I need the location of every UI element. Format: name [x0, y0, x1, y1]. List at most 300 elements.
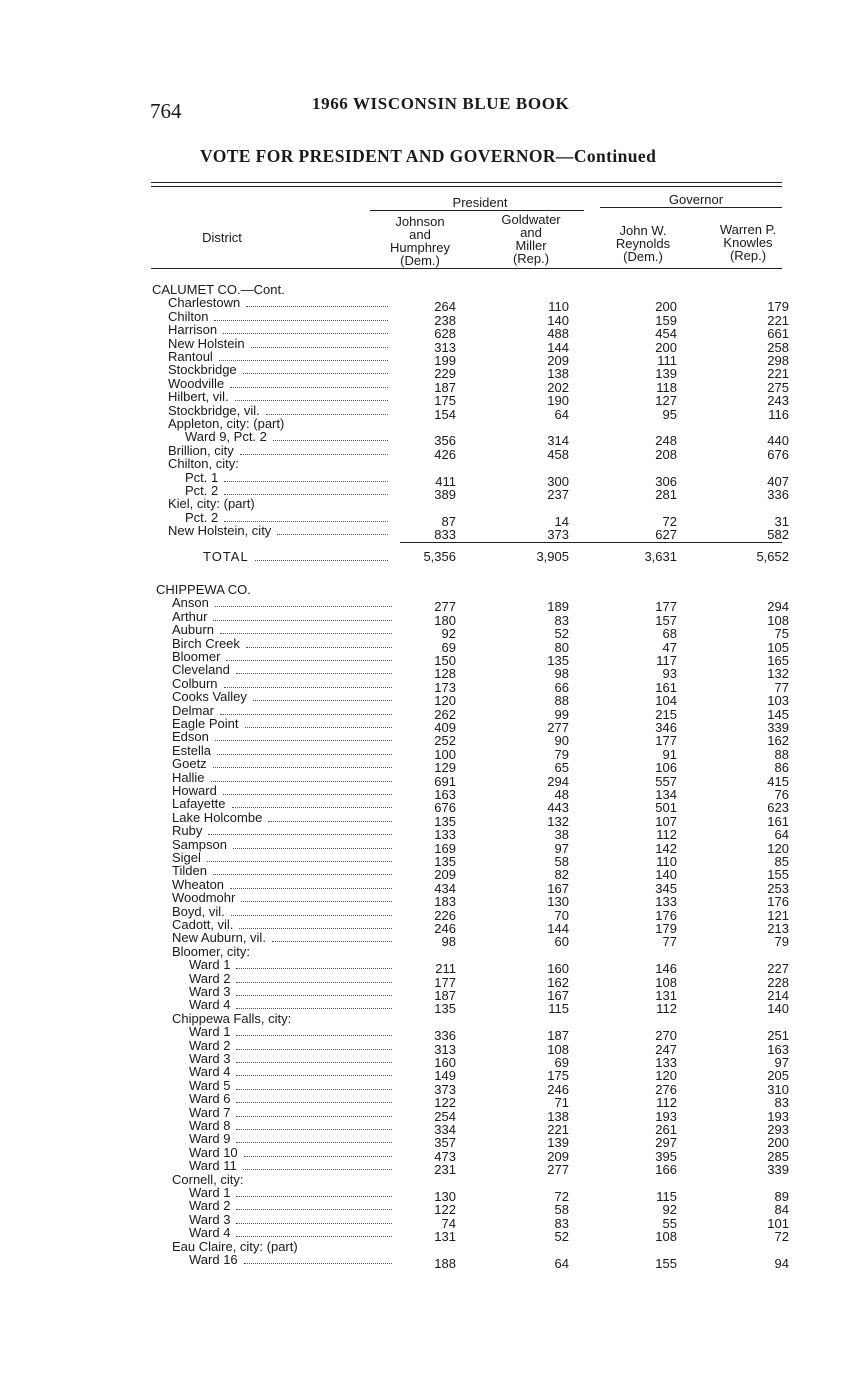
dot-leader [236, 985, 392, 996]
district-name: Hilbert, vil. [168, 389, 229, 405]
district-name: Kiel, city: (part) [168, 496, 255, 512]
goldwater-column-header: Goldwater and Miller (Rep.) [501, 212, 561, 266]
table-row [0, 863, 859, 883]
johnson-votes: 357 [434, 1135, 456, 1151]
reynolds-votes: 117 [656, 653, 677, 668]
johnson-votes: 177 [434, 974, 456, 990]
table-row [0, 1252, 859, 1271]
dot-leader [220, 704, 392, 715]
knowles-votes: 86 [774, 760, 789, 776]
johnson-votes: 128 [434, 666, 456, 682]
knowles-votes: 155 [767, 867, 789, 883]
goldwater-votes: 294 [547, 773, 569, 789]
reynolds-votes: 140 [655, 867, 677, 883]
reynolds-votes: 270 [655, 1028, 677, 1044]
reynolds-votes: 72 [662, 513, 677, 529]
district-name: Arthur [172, 608, 208, 624]
johnson-votes: 676 [434, 800, 456, 816]
goldwater-votes: 135 [547, 653, 569, 668]
knowles-votes: 103 [767, 693, 789, 709]
knowles-votes: 5,652 [756, 548, 789, 564]
goldwater-votes: 98 [554, 666, 569, 682]
reynolds-votes: 177 [655, 733, 677, 749]
dot-leader [243, 1159, 392, 1170]
district-name: Eagle Point [172, 716, 239, 731]
goldwater-votes: 488 [547, 326, 569, 342]
district-name: Sigel [172, 850, 201, 865]
reynolds-votes: 345 [655, 880, 677, 896]
table-row [0, 523, 859, 543]
district-name: Ward 7 [189, 1104, 231, 1120]
reynolds-votes: 248 [655, 433, 677, 449]
reynolds-votes: 139 [655, 366, 677, 382]
knowles-votes: 213 [767, 921, 789, 936]
goldwater-votes: 82 [554, 867, 569, 883]
goldwater-votes: 99 [554, 706, 569, 722]
table-row [0, 1211, 859, 1231]
district-name: Ward 16 [189, 1252, 238, 1267]
reynolds-votes: 3,631 [644, 548, 677, 564]
table-row [0, 295, 859, 315]
table-row [0, 509, 859, 529]
knowles-votes: 83 [774, 1095, 789, 1111]
section-heading-row [0, 1240, 859, 1254]
reynolds-votes: 627 [655, 527, 677, 543]
dot-leader [219, 350, 388, 361]
table-title: VOTE FOR PRESIDENT AND GOVERNOR—Continued [200, 146, 657, 166]
district-name: Stockbridge [168, 362, 237, 378]
district-name: Ward 1 [189, 1024, 231, 1040]
goldwater-votes: 60 [554, 934, 569, 950]
district-name: New Holstein [168, 335, 245, 351]
knowles-votes: 407 [767, 473, 789, 489]
johnson-votes: 336 [434, 1028, 456, 1044]
knowles-votes: 293 [767, 1122, 789, 1137]
johnson-votes: 409 [434, 720, 456, 735]
dot-leader [230, 878, 392, 889]
knowles-votes: 94 [774, 1256, 789, 1271]
johnson-votes: 211 [435, 961, 456, 977]
goldwater-votes: 64 [554, 406, 569, 422]
district-name: Ward 6 [189, 1091, 231, 1107]
knowles-votes: 221 [767, 366, 789, 382]
goldwater-votes: 246 [547, 1081, 569, 1097]
goldwater-votes: 88 [554, 693, 569, 709]
knowles-votes: 101 [767, 1215, 789, 1231]
goldwater-votes: 72 [554, 1189, 569, 1204]
table-row [0, 1131, 859, 1151]
knowles-votes: 415 [767, 773, 789, 789]
knowles-votes: 89 [774, 1189, 789, 1204]
johnson-votes: 231 [434, 1162, 456, 1178]
district-name: Lake Holcombe [172, 809, 263, 825]
district-name: Chilton, city: [168, 456, 239, 472]
district-name: Ward 9 [189, 1131, 231, 1147]
johnson-votes: 187 [434, 988, 456, 1003]
goldwater-votes: 175 [547, 1068, 569, 1084]
dot-leader [244, 1253, 392, 1264]
goldwater-votes: 90 [554, 733, 569, 749]
table-row [0, 442, 859, 462]
knowles-votes: 120 [767, 840, 789, 856]
reynolds-votes: 395 [655, 1148, 677, 1164]
dot-leader [246, 637, 392, 648]
goldwater-votes: 69 [554, 1055, 569, 1070]
dot-leader [236, 1039, 392, 1050]
knowles-votes: 582 [767, 527, 789, 543]
district-name: Brillion, city [168, 442, 234, 458]
section-heading-row [0, 497, 859, 511]
dot-leader [224, 677, 392, 688]
reynolds-votes: 108 [655, 1229, 677, 1245]
goldwater-votes: 38 [554, 827, 569, 843]
knowles-votes: 163 [767, 1041, 789, 1057]
reynolds-votes: 454 [655, 326, 677, 342]
district-column-header: District [202, 230, 242, 245]
knowles-votes: 339 [767, 1162, 789, 1178]
dot-leader [236, 1119, 392, 1130]
district-name: Ward 4 [189, 1225, 231, 1241]
reynolds-votes: 142 [655, 840, 677, 856]
johnson-votes: 149 [434, 1068, 456, 1084]
knowles-votes: 84 [774, 1202, 789, 1218]
knowles-votes: 310 [767, 1081, 789, 1097]
knowles-votes: 97 [774, 1055, 789, 1070]
reynolds-votes: 200 [655, 299, 677, 315]
johnson-votes: 135 [434, 813, 456, 829]
goldwater-votes: 221 [547, 1122, 569, 1137]
johnson-votes: 130 [434, 1189, 456, 1204]
johnson-votes: 833 [434, 527, 456, 543]
reynolds-votes: 55 [662, 1215, 677, 1231]
section-heading-row [0, 417, 859, 431]
table-row [0, 322, 859, 342]
dot-leader [236, 1132, 392, 1143]
reynolds-votes: 120 [655, 1068, 677, 1084]
district-name: Pct. 2 [185, 483, 219, 498]
goldwater-votes: 144 [547, 339, 569, 355]
reynolds-votes: 91 [662, 746, 677, 762]
goldwater-votes: 3,905 [536, 548, 569, 564]
goldwater-votes: 83 [554, 1215, 569, 1231]
district-name: Harrison [168, 322, 218, 338]
johnson-votes: 173 [434, 679, 456, 695]
reynolds-votes: 177 [655, 599, 677, 615]
johnson-votes: 74 [441, 1215, 456, 1231]
total-row [0, 550, 859, 564]
johnson-votes: 98 [441, 934, 456, 950]
district-name: Boyd, vil. [172, 903, 225, 919]
table-row [0, 702, 859, 722]
table-row [0, 1064, 859, 1084]
district-name: Ward 4 [189, 1064, 231, 1080]
johnson-votes: 246 [434, 921, 456, 936]
goldwater-votes: 314 [547, 433, 569, 449]
dot-leader [241, 891, 392, 902]
johnson-votes: 313 [434, 339, 456, 355]
district-name: TOTAL [203, 548, 249, 564]
reynolds-votes: 115 [656, 1189, 677, 1204]
dot-leader [236, 1186, 392, 1197]
dot-leader [236, 972, 392, 983]
johnson-votes: 277 [434, 599, 456, 615]
table-row [0, 756, 859, 776]
dot-leader [217, 744, 392, 755]
johnson-votes: 229 [434, 366, 456, 382]
goldwater-votes: 70 [554, 907, 569, 923]
goldwater-votes: 187 [547, 1028, 569, 1044]
goldwater-votes: 300 [547, 473, 569, 489]
johnson-votes: 373 [434, 1081, 456, 1097]
dot-leader [277, 524, 388, 535]
reynolds-votes: 208 [655, 446, 677, 462]
knowles-votes: 623 [767, 800, 789, 816]
dot-leader [224, 511, 388, 522]
running-head: 1966 WISCONSIN BLUE BOOK [312, 94, 570, 113]
dot-leader [240, 444, 388, 455]
reynolds-votes: 111 [657, 353, 677, 368]
goldwater-votes: 83 [554, 612, 569, 628]
johnson-votes: 389 [434, 487, 456, 502]
knowles-votes: 85 [774, 854, 789, 869]
reynolds-votes: 297 [655, 1135, 677, 1151]
table-row [0, 729, 859, 749]
knowles-votes: 339 [767, 720, 789, 735]
johnson-votes: 180 [434, 612, 456, 628]
table-row [0, 1144, 859, 1164]
johnson-votes: 434 [434, 880, 456, 896]
reynolds-votes: 131 [655, 988, 677, 1003]
dot-leader [236, 1199, 392, 1210]
knowles-votes: 275 [767, 379, 789, 395]
district-name: Ward 3 [189, 1211, 231, 1227]
knowles-votes: 165 [767, 653, 789, 668]
dot-leader [251, 337, 388, 348]
knowles-votes: 64 [774, 827, 789, 843]
reynolds-votes: 106 [655, 760, 677, 776]
knowles-votes: 336 [767, 487, 789, 502]
table-row [0, 1198, 859, 1218]
dot-leader [244, 1146, 392, 1157]
knowles-votes: 294 [767, 599, 789, 615]
section-heading-row [0, 1173, 859, 1187]
johnson-votes: 188 [434, 1256, 456, 1271]
dot-leader [214, 310, 388, 321]
goldwater-votes: 160 [547, 961, 569, 977]
section-heading-row [0, 945, 859, 959]
total-rule [400, 542, 782, 543]
reynolds-votes: 261 [655, 1122, 677, 1137]
johnson-votes: 163 [434, 787, 456, 802]
reynolds-votes: 215 [655, 706, 677, 722]
dot-leader [236, 1092, 392, 1103]
table-row [0, 308, 859, 328]
table-row [0, 362, 859, 382]
table-row [0, 903, 859, 923]
reynolds-votes: 557 [655, 773, 677, 789]
district-name: Auburn [172, 622, 214, 638]
knowles-column-header: Warren P. Knowles (Rep.) [719, 222, 777, 263]
dot-leader [211, 771, 392, 782]
district-name: Rantoul [168, 349, 213, 364]
district-name: CHIPPEWA CO. [156, 582, 251, 597]
johnson-votes: 92 [441, 626, 456, 642]
goldwater-votes: 162 [547, 974, 569, 990]
table-row [0, 469, 859, 489]
table-row [0, 595, 859, 615]
johnson-votes: 411 [435, 473, 456, 489]
reynolds-votes: 110 [656, 854, 677, 869]
dot-leader [224, 484, 388, 495]
table-row [0, 809, 859, 829]
knowles-votes: 179 [767, 299, 789, 315]
dot-leader [236, 1079, 392, 1090]
dot-leader [268, 811, 392, 822]
district-name: Delmar [172, 702, 214, 718]
district-name: Ward 5 [189, 1077, 231, 1093]
table-row [0, 389, 859, 409]
district-name: Pct. 2 [185, 509, 219, 525]
dot-leader [272, 931, 392, 942]
district-name: Estella [172, 742, 212, 758]
goldwater-votes: 58 [554, 854, 569, 869]
reynolds-votes: 247 [655, 1041, 677, 1057]
dot-leader [236, 998, 392, 1009]
goldwater-votes: 458 [547, 446, 569, 462]
dot-leader [207, 851, 392, 862]
table-row [0, 402, 859, 422]
table-row [0, 335, 859, 355]
table-row [0, 662, 859, 682]
johnson-column-header: Johnson and Humphrey (Dem.) [390, 214, 450, 268]
knowles-votes: 214 [767, 988, 789, 1003]
district-name: Pct. 1 [185, 469, 219, 485]
district-name: Sampson [172, 836, 227, 852]
goldwater-votes: 209 [547, 353, 569, 368]
knowles-votes: 132 [767, 666, 789, 682]
district-name: New Holstein, city [168, 523, 272, 539]
table-row [0, 483, 859, 502]
goldwater-votes: 65 [554, 760, 569, 776]
johnson-votes: 131 [434, 1229, 456, 1245]
table-row [0, 1118, 859, 1137]
goldwater-votes: 58 [554, 1202, 569, 1218]
reynolds-votes: 501 [655, 800, 677, 816]
district-name: Cooks Valley [172, 689, 247, 705]
knowles-votes: 440 [767, 433, 789, 449]
dot-leader [245, 717, 392, 728]
johnson-votes: 183 [434, 894, 456, 910]
district-name: Ward 3 [189, 1051, 231, 1066]
goldwater-votes: 277 [547, 1162, 569, 1178]
district-name: Cleveland [172, 662, 230, 678]
district-name: Ward 1 [189, 1185, 231, 1200]
johnson-votes: 628 [434, 326, 456, 342]
knowles-votes: 162 [767, 733, 789, 749]
district-name: Ward 9, Pct. 2 [185, 429, 267, 445]
dot-leader [215, 730, 392, 741]
goldwater-votes: 115 [548, 1001, 569, 1017]
dot-leader [226, 650, 392, 661]
dot-leader [213, 757, 392, 768]
table-row [0, 649, 859, 668]
president-group-label: President [452, 195, 508, 210]
dot-leader [236, 1226, 392, 1237]
table-row [0, 1225, 859, 1245]
reynolds-votes: 47 [662, 639, 677, 655]
dot-leader [236, 1052, 392, 1063]
goldwater-votes: 202 [547, 379, 569, 395]
dot-leader [236, 1213, 392, 1224]
table-row [0, 349, 859, 368]
reynolds-votes: 155 [655, 1256, 677, 1271]
knowles-votes: 221 [767, 312, 789, 328]
table-row [0, 635, 859, 655]
district-name: Ward 8 [189, 1118, 231, 1133]
reynolds-votes: 133 [655, 1055, 677, 1070]
table-row [0, 675, 859, 695]
table-row [0, 1024, 859, 1044]
district-name: Ward 3 [189, 984, 231, 999]
reynolds-votes: 146 [655, 961, 677, 977]
reynolds-votes: 276 [655, 1081, 677, 1097]
table-row [0, 1077, 859, 1097]
knowles-votes: 193 [767, 1108, 789, 1124]
dot-leader [253, 690, 392, 701]
knowles-votes: 105 [767, 639, 789, 655]
reynolds-votes: 166 [655, 1162, 677, 1178]
goldwater-votes: 14 [554, 513, 569, 529]
district-name: Goetz [172, 756, 207, 772]
district-name: Wheaton [172, 876, 225, 892]
dot-leader [236, 1106, 392, 1117]
reynolds-votes: 77 [662, 934, 677, 950]
johnson-votes: 238 [434, 312, 456, 328]
knowles-votes: 161 [767, 813, 789, 829]
table-row [0, 1185, 859, 1204]
knowles-votes: 76 [774, 787, 789, 802]
reynolds-votes: 118 [656, 379, 677, 395]
johnson-votes: 122 [434, 1202, 456, 1218]
governor-group-label: Governor [668, 192, 724, 207]
goldwater-votes: 373 [547, 527, 569, 543]
table-row [0, 823, 859, 843]
table-row [0, 1037, 859, 1057]
reynolds-votes: 306 [655, 473, 677, 489]
knowles-votes: 72 [774, 1229, 789, 1245]
johnson-votes: 135 [434, 854, 456, 869]
johnson-votes: 69 [441, 639, 456, 655]
knowles-votes: 228 [767, 974, 789, 990]
knowles-votes: 258 [767, 339, 789, 355]
johnson-votes: 169 [434, 840, 456, 856]
dot-leader [213, 610, 392, 621]
knowles-votes: 31 [774, 513, 789, 529]
dot-leader [233, 838, 392, 849]
goldwater-votes: 190 [547, 393, 569, 409]
dot-leader [255, 550, 388, 561]
goldwater-votes: 52 [554, 1229, 569, 1245]
dot-leader [220, 623, 392, 634]
johnson-votes: 252 [434, 733, 456, 749]
reynolds-votes: 93 [662, 666, 677, 682]
knowles-votes: 298 [767, 353, 789, 368]
table-row [0, 850, 859, 869]
reynolds-votes: 161 [655, 679, 677, 695]
table-row [0, 1051, 859, 1070]
dot-leader [215, 596, 392, 607]
reynolds-votes: 92 [662, 1202, 677, 1218]
